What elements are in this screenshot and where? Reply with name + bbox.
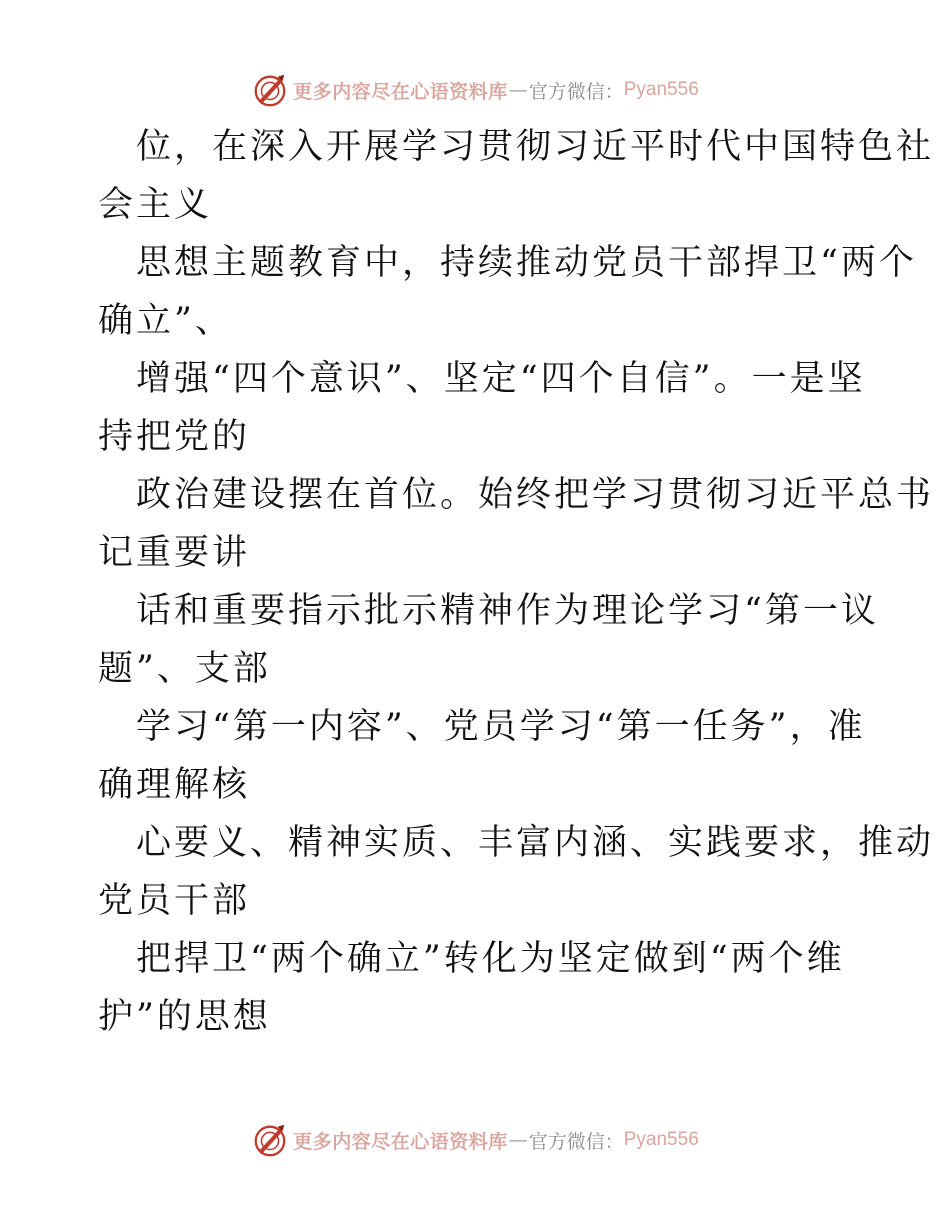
body-line-8: 记重要讲 <box>98 533 251 573</box>
footer-banner <box>0 1118 950 1162</box>
body-line-12: 确理解核 <box>98 765 251 805</box>
body-line-1: 位，在深入开展学习贯彻习近平时代中国特色社 <box>136 127 935 167</box>
header-wechat-id: Pyan556 <box>623 79 699 100</box>
footer-title: 更多内容尽在心语资料库 <box>293 1130 508 1153</box>
footer-wechat-id: Pyan556 <box>623 1129 699 1150</box>
body-line-9: 话和重要指示批示精神作为理论学习“第一议 <box>136 591 879 631</box>
body-line-6: 持把党的 <box>98 417 251 457</box>
body-line-7: 政治建设摆在首位。始终把学习贯彻习近平总书 <box>136 475 935 515</box>
header-separator: — <box>508 79 528 101</box>
header-title: 更多内容尽在心语资料库 <box>293 80 508 103</box>
logo-icon <box>251 71 289 109</box>
body-line-13: 心要义、精神实质、丰富内涵、实践要求，推动 <box>136 823 935 863</box>
footer-wechat-label: 官方微信： <box>528 1130 624 1153</box>
body-line-14: 党员干部 <box>98 881 251 921</box>
body-line-5: 增强“四个意识”、坚定“四个自信”。一是坚 <box>136 359 866 399</box>
body-line-2: 会主义 <box>98 185 213 225</box>
body-line-16: 护”的思想 <box>98 997 271 1037</box>
body-line-10: 题”、支部 <box>98 649 271 689</box>
footer-separator: — <box>508 1129 528 1151</box>
logo-icon <box>251 1121 289 1159</box>
body-line-4: 确立”、 <box>98 301 233 341</box>
document-body <box>98 118 935 1046</box>
body-line-3: 思想主题教育中，持续推动党员干部捍卫“两个 <box>136 243 917 283</box>
body-line-15: 把捍卫“两个确立”转化为坚定做到“两个维 <box>136 939 845 979</box>
header-wechat-label: 官方微信： <box>528 80 624 103</box>
body-line-11: 学习“第一内容”、党员学习“第一任务”，准 <box>136 707 866 747</box>
header-banner <box>0 68 950 112</box>
